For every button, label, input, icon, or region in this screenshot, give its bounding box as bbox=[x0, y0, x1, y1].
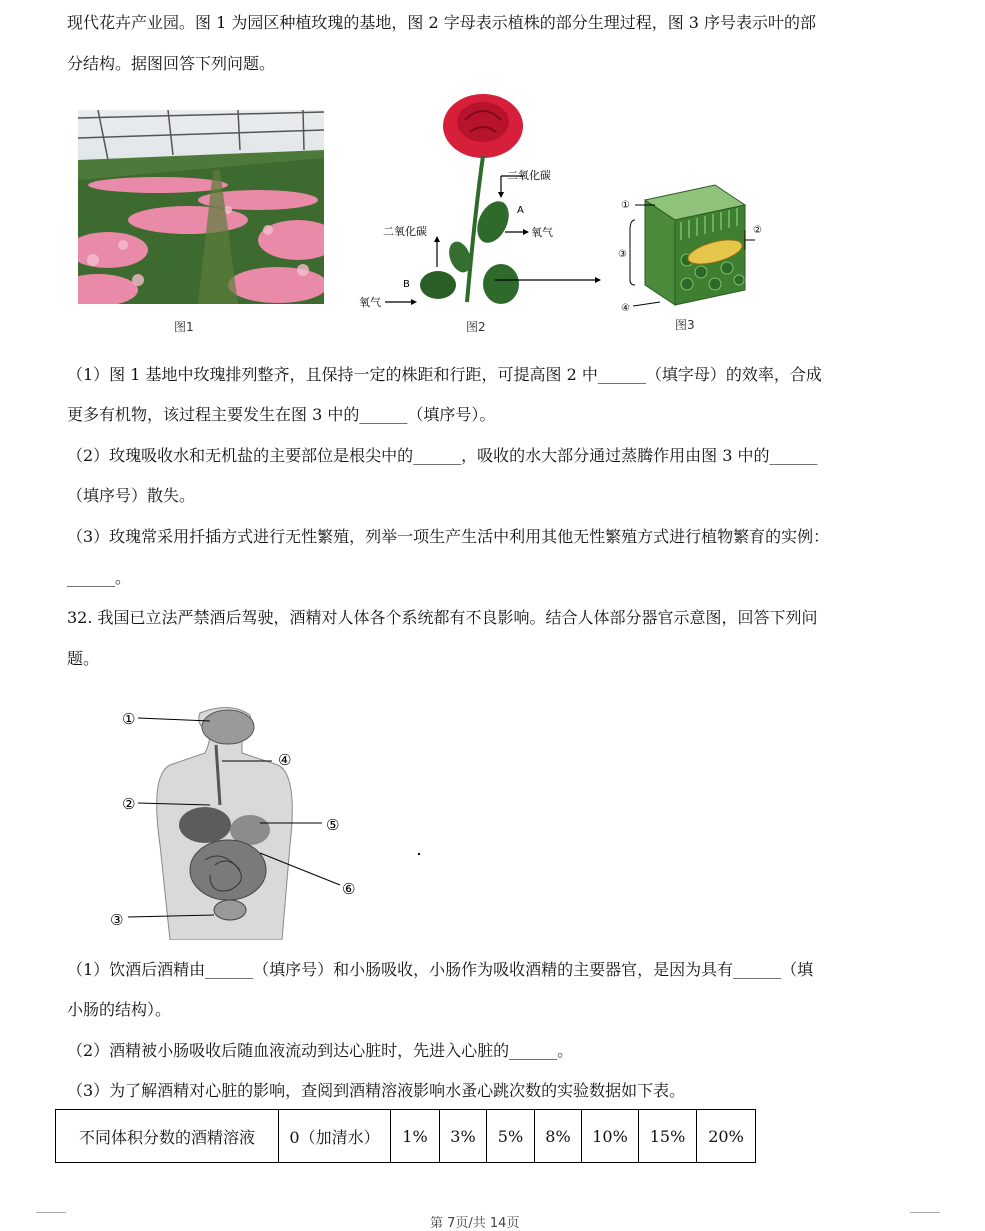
label-4: ④ bbox=[621, 303, 630, 314]
label-A: A bbox=[517, 205, 524, 216]
table-cell: 15% bbox=[639, 1110, 697, 1163]
q32-part1-line1: （1）饮酒后酒精由______（填序号）和小肠吸收，小肠作为吸收酒精的主要器官，是因为具有______（填 bbox=[67, 960, 814, 979]
q31-part2-line2: （填序号）散失。 bbox=[67, 486, 196, 505]
table-cell: 1% bbox=[391, 1110, 440, 1163]
label-3: ③ bbox=[618, 249, 627, 260]
figure-3-caption: 图3 bbox=[675, 318, 695, 332]
q32-stem-line2: 题。 bbox=[67, 649, 100, 668]
organ-label-4: ④ bbox=[278, 751, 292, 769]
label-2: ② bbox=[753, 225, 762, 236]
q31-part3-line1: （3）玫瑰常采用扦插方式进行无性繁殖，列举一项生产生活中利用其他无性繁殖方式进行植物繁育的实例： bbox=[67, 527, 830, 546]
page-number: 第 7页/共 14页 bbox=[430, 1216, 520, 1231]
q31-part3-line2: ______。 bbox=[67, 568, 132, 587]
label-co2-top: 二氧化碳 bbox=[507, 169, 551, 182]
q32-part2: （2）酒精被小肠吸收后随血液流动到达心脏时，先进入心脏的______。 bbox=[67, 1041, 574, 1060]
q32-part3: （3）为了解酒精对心脏的影响，查阅到酒精溶液影响水蚤心跳次数的实验数据如下表。 bbox=[67, 1081, 686, 1100]
table-cell: 20% bbox=[697, 1110, 756, 1163]
footer-mark-left bbox=[36, 1212, 66, 1219]
intro-line-1: 现代花卉产业园。图 1 为园区种植玫瑰的基地，图 2 字母表示植株的部分生理过程，图 3 序号表示叶的部 bbox=[67, 13, 817, 32]
figure-2-rose-diagram bbox=[355, 92, 605, 312]
label-co2-left: 二氧化碳 bbox=[383, 225, 427, 238]
figure-2-caption: 图2 bbox=[466, 320, 486, 334]
figure-human-organs bbox=[110, 705, 370, 940]
q31-part1-line1: （1）图 1 基地中玫瑰排列整齐，且保持一定的株距和行距，可提高图 2 中______（填字母）的效率，合成 bbox=[67, 365, 822, 384]
alcohol-table bbox=[55, 1109, 756, 1163]
q32-part1-line2: 小肠的结构）。 bbox=[67, 1000, 172, 1019]
q32-stem-line1: 32. 我国已立法严禁酒后驾驶，酒精对人体各个系统都有不良影响。结合人体部分器官示意图，回答下列问 bbox=[67, 608, 818, 627]
footer-mark-right bbox=[910, 1212, 940, 1219]
organ-label-2: ② bbox=[122, 795, 136, 813]
table-cell: 5% bbox=[487, 1110, 535, 1163]
organ-label-1: ① bbox=[122, 710, 136, 728]
label-o2-right: 氧气 bbox=[531, 226, 553, 239]
intro-line-2: 分结构。据图回答下列问题。 bbox=[67, 54, 276, 73]
rose-flower-icon bbox=[443, 94, 523, 158]
table-cell: 0（加清水） bbox=[279, 1110, 391, 1163]
organ-label-6: ⑥ bbox=[342, 880, 356, 898]
table-header-cell: 不同体积分数的酒精溶液 bbox=[56, 1110, 279, 1163]
organ-label-5: ⑤ bbox=[326, 816, 340, 834]
figure-1-caption: 图1 bbox=[174, 320, 194, 334]
q31-part1-line2: 更多有机物，该过程主要发生在图 3 中的______（填序号）。 bbox=[67, 405, 496, 424]
table-cell: 8% bbox=[535, 1110, 582, 1163]
label-o2-bottom: 氧气 bbox=[359, 296, 381, 309]
page-footer bbox=[0, 1212, 985, 1231]
organ-label-3: ③ bbox=[110, 911, 124, 929]
table-cell: 3% bbox=[440, 1110, 487, 1163]
q31-part2-line1: （2）玫瑰吸收水和无机盐的主要部位是根尖中的______，吸收的水大部分通过蒸腾作用由图 3 中的______ bbox=[67, 446, 818, 465]
label-B: B bbox=[403, 279, 410, 290]
figure-1-greenhouse-photo bbox=[78, 110, 324, 304]
figure-3-leaf-structure bbox=[615, 180, 765, 315]
table-row bbox=[56, 1110, 756, 1163]
label-1: ① bbox=[621, 200, 630, 211]
stray-dot bbox=[418, 853, 420, 855]
table-cell: 10% bbox=[582, 1110, 639, 1163]
